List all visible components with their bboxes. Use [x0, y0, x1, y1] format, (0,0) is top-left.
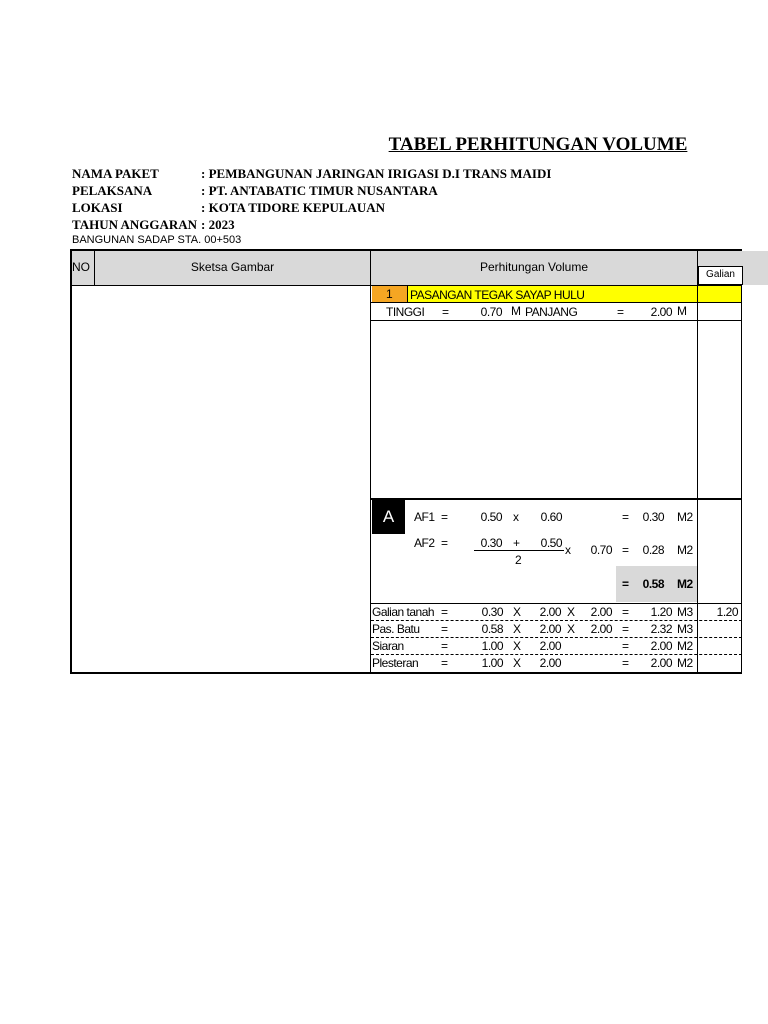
section-top-border	[371, 498, 742, 500]
af1-a: 0.50	[480, 510, 502, 524]
af1-unit: M2	[677, 510, 693, 524]
row-unit-cell: M3	[677, 622, 693, 636]
tinggi-value: 0.70	[480, 305, 502, 319]
item-name: PASANGAN TEGAK SAYAP HULU	[410, 288, 585, 302]
row-eq-cell: =	[441, 605, 448, 619]
total-result: 0.58	[642, 577, 664, 591]
af2-unit: M2	[677, 543, 693, 557]
row-x-cell: X	[513, 656, 521, 670]
header-sketsa: Sketsa Gambar	[190, 260, 275, 274]
row-a-cell: 0.30	[481, 605, 503, 619]
subheading: BANGUNAN SADAP STA. 00+503	[72, 234, 242, 246]
table-right-border	[741, 285, 742, 674]
nama-paket-label: NAMA PAKET	[72, 166, 159, 181]
row-label-cell: Pas. Batu	[372, 622, 420, 636]
row-b-cell: 2.00	[539, 639, 561, 653]
row-x-cell: X	[513, 605, 521, 619]
row-x-cell: X	[567, 605, 575, 619]
tinggi-eq: =	[442, 305, 449, 319]
sketsa-col-border	[370, 249, 371, 674]
af2-b: 0.50	[540, 536, 562, 550]
row-b-cell: 2.00	[539, 622, 561, 636]
af2-a: 0.30	[480, 536, 502, 550]
galian-col-border	[697, 249, 698, 674]
tinggi-label: TINGGI	[386, 305, 425, 319]
row-divider	[371, 620, 742, 621]
row-b-cell: 2.00	[539, 605, 561, 619]
row-result-cell: 2.00	[650, 656, 672, 670]
tahun-anggaran-value: : 2023	[201, 217, 235, 232]
table-top-border	[70, 249, 742, 251]
row-b-cell: 2.00	[539, 656, 561, 670]
row-x-cell: X	[567, 622, 575, 636]
item-no: 1	[386, 287, 393, 301]
section-bottom-border	[371, 603, 742, 604]
row-x-cell: X	[513, 622, 521, 636]
tahun-anggaran-label: TAHUN ANGGARAN	[72, 217, 198, 232]
tinggi-unit: M	[511, 304, 521, 318]
af1-result: 0.30	[642, 510, 664, 524]
af2-label: AF2	[414, 536, 435, 550]
lokasi-label: LOKASI	[72, 200, 123, 215]
dims-bottom-border	[371, 320, 742, 321]
row-label-cell: Plesteran	[372, 656, 419, 670]
row-divider	[371, 637, 742, 638]
row-divider	[371, 654, 742, 655]
af1-label: AF1	[414, 510, 435, 524]
lokasi-value: : KOTA TIDORE KEPULAUAN	[201, 200, 386, 215]
row-galian-cell: 1.20	[716, 605, 738, 619]
row-label-cell: Siaran	[372, 639, 404, 653]
header-no: NO	[72, 260, 90, 274]
no-col-border	[94, 249, 95, 286]
row-eq-cell: =	[622, 639, 629, 653]
row-c-cell: 2.00	[590, 605, 612, 619]
row-eq-cell: =	[441, 639, 448, 653]
nama-paket-value: : PEMBANGUNAN JARINGAN IRIGASI D.I TRANS MAIDI	[201, 166, 552, 181]
af2-op: +	[513, 536, 520, 550]
row-eq-cell: =	[441, 622, 448, 636]
row-a-cell: 0.58	[481, 622, 503, 636]
row-c-cell: 2.00	[590, 622, 612, 636]
af1-eq2: =	[622, 510, 629, 524]
af2-eq2: =	[622, 543, 629, 557]
af2-c: 0.70	[590, 543, 612, 557]
af2-eq: =	[441, 536, 448, 550]
af1-op: x	[513, 510, 519, 524]
section-letter: A	[372, 500, 405, 534]
row-eq-cell: =	[622, 622, 629, 636]
fraction-line	[474, 550, 564, 551]
panjang-unit: M	[677, 304, 687, 318]
af2-div: 2	[515, 553, 522, 567]
header-bottom-border	[70, 285, 742, 286]
row-result-cell: 2.00	[650, 639, 672, 653]
table-left-border	[70, 249, 72, 674]
pelaksana-value: : PT. ANTABATIC TIMUR NUSANTARA	[201, 183, 438, 198]
panjang-value: 2.00	[650, 305, 672, 319]
table-bottom-border	[70, 672, 742, 674]
row-eq-cell: =	[622, 656, 629, 670]
total-unit: M2	[677, 577, 693, 591]
item-no-divider	[407, 286, 408, 302]
panjang-label: PANJANG	[525, 305, 578, 319]
row-label-cell: Galian tanah	[372, 605, 435, 619]
row-x-cell: X	[513, 639, 521, 653]
af2-result: 0.28	[642, 543, 664, 557]
total-eq: =	[622, 577, 629, 591]
row-unit-cell: M2	[677, 656, 693, 670]
row-result-cell: 2.32	[650, 622, 672, 636]
pelaksana-label: PELAKSANA	[72, 183, 153, 198]
af1-b: 0.60	[540, 510, 562, 524]
page-title: TABEL PERHITUNGAN VOLUME	[388, 134, 688, 155]
row-result-cell: 1.20	[650, 605, 672, 619]
row-eq-cell: =	[622, 605, 629, 619]
header-perhitungan: Perhitungan Volume	[479, 260, 589, 274]
row-a-cell: 1.00	[481, 656, 503, 670]
item-bottom-border	[371, 302, 742, 303]
af1-eq: =	[441, 510, 448, 524]
row-unit-cell: M2	[677, 639, 693, 653]
row-eq-cell: =	[441, 656, 448, 670]
panjang-eq: =	[617, 305, 624, 319]
row-a-cell: 1.00	[481, 639, 503, 653]
item-galian-bg	[698, 286, 742, 302]
row-unit-cell: M3	[677, 605, 693, 619]
af2-op2: x	[565, 543, 571, 557]
header-galian: Galian	[706, 269, 735, 280]
